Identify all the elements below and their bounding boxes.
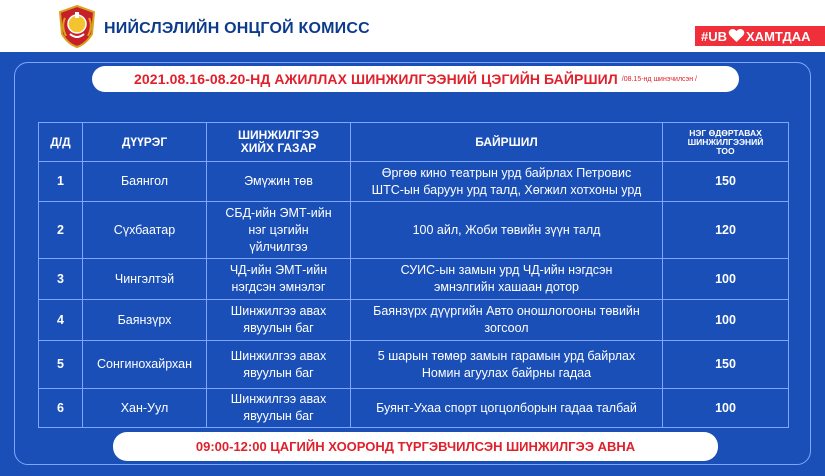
row-count: 100 xyxy=(663,389,789,428)
row-site-line2: нэг цэгийн xyxy=(248,222,309,237)
row-location-line1: Баянзүрх дүүргийн Авто оношлогооны төвийн xyxy=(373,304,640,318)
col-header-capacity xyxy=(663,123,789,162)
row-site-line1: Шинжилгээ авах xyxy=(230,392,327,406)
row-district: Сүхбаатар xyxy=(83,202,207,259)
testing-sites-table xyxy=(38,122,789,428)
row-district: Баянзүрх xyxy=(83,300,207,341)
col-header-capacity-line2: ШИНЖИЛГЭЭНИЙ xyxy=(687,136,764,147)
brand-suffix: ХАМТДАА xyxy=(746,28,811,44)
page-title: 2021.08.16-08.20-НД АЖИЛЛАХ ШИНЖИЛГЭЭНИЙ ЦЭГИЙН БАЙРШИЛ xyxy=(134,71,618,87)
row-site-line2: нэгдсэн эмнэлэг xyxy=(231,280,326,294)
row-site-line1: Шинжилгээ авах xyxy=(230,348,327,363)
row-location xyxy=(351,389,663,428)
row-location xyxy=(351,162,663,202)
row-district: Чингэлтэй xyxy=(83,259,207,300)
brand-prefix: #UB xyxy=(701,28,728,44)
col-header-district: ДҮҮРЭГ xyxy=(83,123,207,162)
row-site-line1: СБД-ийн ЭМТ-ийн xyxy=(225,205,332,220)
row-site-line3: үйлчилгээ xyxy=(249,239,308,254)
col-header-no: Д/Д xyxy=(39,123,83,162)
col-header-capacity-line3: ТОО xyxy=(716,145,735,156)
row-no: 3 xyxy=(39,259,83,300)
header xyxy=(0,0,825,52)
row-count: 150 xyxy=(663,162,789,202)
row-site xyxy=(207,259,351,300)
table-row xyxy=(39,162,789,202)
row-site-line2: явуулын баг xyxy=(243,365,314,380)
hours-notice: 09:00-12:00 ЦАГИЙН ХООРОНД ТҮРГЭВЧИЛСЭН ШИНЖИЛГЭЭ АВНА xyxy=(113,432,718,461)
row-no: 2 xyxy=(39,202,83,259)
row-count: 100 xyxy=(663,259,789,300)
row-location xyxy=(351,341,663,389)
org-title: НИЙСЛЭЛИЙН ОНЦГОЙ КОМИСС xyxy=(104,20,370,37)
row-site-line2: явуулын баг xyxy=(243,321,314,335)
table-header-row xyxy=(39,123,789,162)
row-location xyxy=(351,202,663,259)
row-site xyxy=(207,162,351,202)
row-location xyxy=(351,300,663,341)
row-location-line1: Өргөө кино театрын урд байрлах Петровис xyxy=(381,165,632,180)
row-location-line2: Номин агуулах байрны гадаа xyxy=(421,365,592,380)
brand-tag xyxy=(695,26,825,46)
row-site xyxy=(207,341,351,389)
row-location-line1: Буянт-Ухаа спорт цогцолборын гадаа талбай xyxy=(376,400,637,415)
row-site xyxy=(207,389,351,428)
row-district: Хан-Уул xyxy=(83,389,207,428)
city-emblem-icon xyxy=(56,4,98,48)
col-header-location: БАЙРШИЛ xyxy=(351,123,663,162)
table-row xyxy=(39,389,789,428)
row-district: Баянгол xyxy=(83,162,207,202)
col-header-site-line2: ХИЙХ ГАЗАР xyxy=(240,141,317,155)
heart-icon xyxy=(728,28,745,45)
row-location-line1: 100 айл, Жоби төвийн зүүн талд xyxy=(412,222,601,237)
table-row xyxy=(39,202,789,259)
row-no: 1 xyxy=(39,162,83,202)
row-location-line2: эмнэлгийн хашаан дотор xyxy=(433,280,579,294)
row-no: 6 xyxy=(39,389,83,428)
row-location-line1: 5 шарын төмөр замын гарамын урд байрлах xyxy=(377,348,636,363)
row-site-line1: Шинжилгээ авах xyxy=(230,304,327,318)
table-row xyxy=(39,341,789,389)
row-no: 4 xyxy=(39,300,83,341)
row-count: 100 xyxy=(663,300,789,341)
col-header-site-line1: ШИНЖИЛГЭЭ xyxy=(237,128,320,142)
row-site-line1: ЧД-ийн ЭМТ-ийн xyxy=(229,263,328,277)
update-note: /08.15-нд шинэчилсэн / xyxy=(621,75,697,83)
title-banner xyxy=(92,66,739,92)
row-site-line1: Эмүжин төв xyxy=(244,174,313,188)
table-row xyxy=(39,300,789,341)
row-location xyxy=(351,259,663,300)
row-location-line1: СУИС-ын замын урд ЧД-ийн нэгдсэн xyxy=(400,263,613,277)
col-header-capacity-line1: НЭГ ӨДӨРТАВАХ xyxy=(689,127,762,138)
row-no: 5 xyxy=(39,341,83,389)
col-header-site xyxy=(207,123,351,162)
row-site-line2: явуулын баг xyxy=(243,409,314,423)
row-location-line2: ШТС-ын баруун урд талд, Хөгжил хотхоны урд xyxy=(371,182,642,197)
row-location-line2: зогсоол xyxy=(484,321,529,335)
row-district: Сонгинохайрхан xyxy=(83,341,207,389)
main-panel xyxy=(0,52,825,476)
row-site xyxy=(207,202,351,259)
row-count: 120 xyxy=(663,202,789,259)
table-row xyxy=(39,259,789,300)
row-count: 150 xyxy=(663,341,789,389)
row-site xyxy=(207,300,351,341)
